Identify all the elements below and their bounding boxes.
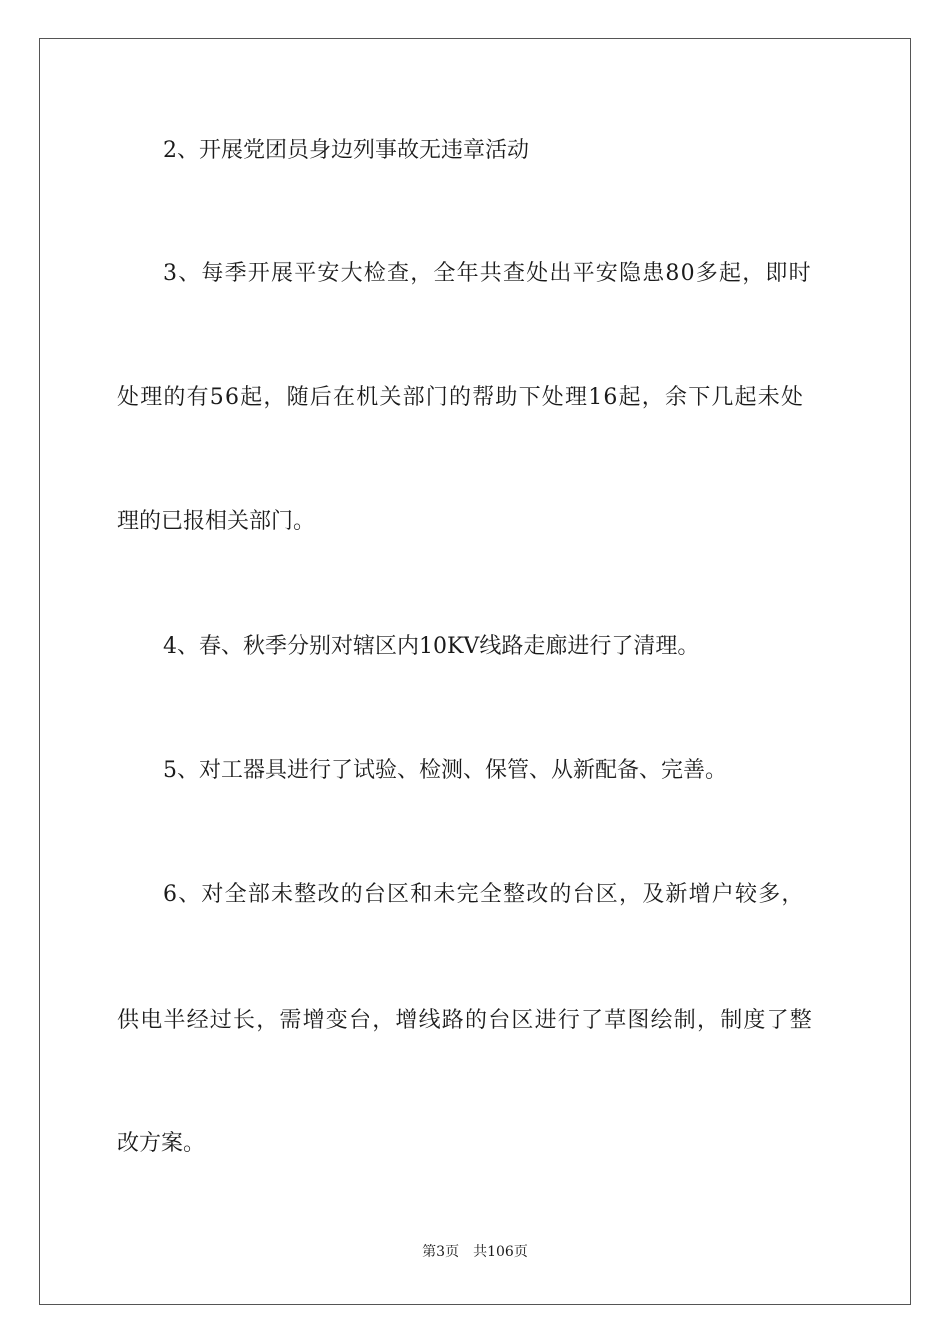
text-line-1: 2、开展党团员身边列事故无违章活动 — [163, 138, 529, 163]
text-line-7: 6、对全部未整改的台区和未完全整改的台区，及新增户较多， — [163, 882, 805, 907]
page-frame — [39, 38, 911, 1305]
text-line-2: 3、每季开展平安大检查，全年共查处出平安隐患80多起，即时 — [163, 261, 812, 286]
text-line-4: 理的已报相关部门。 — [117, 509, 316, 534]
text-line-8: 供电半经过长，需增变台，增线路的台区进行了草图绘制，制度了整 — [117, 1008, 814, 1033]
page-footer — [0, 1242, 950, 1262]
text-line-6: 5、对工器具进行了试验、检测、保管、从新配备、完善。 — [163, 758, 727, 783]
total-pages: 共106页 — [473, 1244, 528, 1260]
page-number: 第3页 — [422, 1244, 460, 1260]
text-line-9: 改方案。 — [117, 1131, 206, 1156]
text-line-3: 处理的有56起，随后在机关部门的帮助下处理16起，余下几起未处 — [117, 385, 805, 410]
text-line-5: 4、春、秋季分别对辖区内10KV线路走廊进行了清理。 — [163, 634, 700, 659]
